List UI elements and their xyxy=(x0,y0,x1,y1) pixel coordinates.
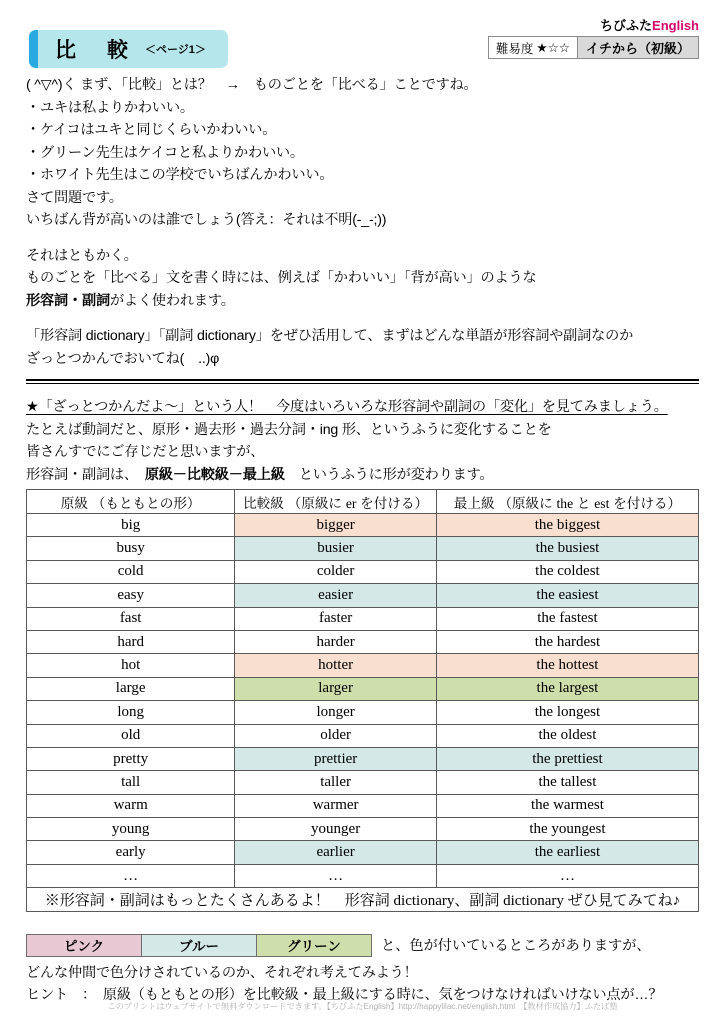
cell-comparative: longer xyxy=(235,701,437,724)
cell-comparative: colder xyxy=(235,560,437,583)
cell-superlative: the longest xyxy=(436,701,698,724)
conjugation-section xyxy=(26,396,699,486)
section2-line-2: 皆さんすでにご存じだと思いますが、 xyxy=(26,444,265,460)
col2-pre: 比較級 （原級に xyxy=(243,495,346,511)
table-row xyxy=(27,584,699,607)
cell-base: long xyxy=(27,701,235,724)
cell-base: early xyxy=(27,841,235,864)
col2-suffix: er xyxy=(345,495,357,511)
spacer xyxy=(26,312,699,325)
intro-line-2: ・ユキは私よりかわいい。 xyxy=(26,99,194,116)
column-header-comparative xyxy=(235,490,437,514)
table-row xyxy=(27,771,699,794)
cell-base: cold xyxy=(27,560,235,583)
cell-superlative: the prettiest xyxy=(436,747,698,770)
cell-superlative: the warmest xyxy=(436,794,698,817)
intro-line-10-rest: がよく使われます。 xyxy=(109,292,235,309)
section2-line-3 xyxy=(26,464,699,487)
keyword-degrees: 原級－比較級－最上級 xyxy=(144,466,285,483)
difficulty-badge xyxy=(488,36,699,59)
section2-line-3-pre: 形容詞・副詞は、 xyxy=(26,466,131,483)
cell-base: young xyxy=(27,818,235,841)
cell-superlative: the coldest xyxy=(436,560,698,583)
cell-comparative: larger xyxy=(235,677,437,700)
cell-superlative: the tallest xyxy=(436,771,698,794)
intro-line-9: ものごとを「比べる」文を書く時には、例えば「かわいい」「背が高い」のような xyxy=(26,270,537,286)
cell-comparative: younger xyxy=(235,818,437,841)
table-row xyxy=(27,560,699,583)
spacer xyxy=(26,232,699,245)
brand-name-jp: ちびふた xyxy=(600,18,653,33)
table-row xyxy=(27,514,699,537)
intro-line-11: 「形容詞 dictionary」「副詞 dictionary」をぜひ活用して、まずはどんな単語が形容詞や副詞なのか xyxy=(26,328,634,344)
cell-comparative: prettier xyxy=(235,747,437,770)
cell-comparative: warmer xyxy=(235,794,437,817)
page-header xyxy=(26,0,699,74)
cell-base: hard xyxy=(27,630,235,653)
column-header-base: 原級 （もともとの形） xyxy=(27,490,235,514)
col3-the: the xyxy=(556,495,574,511)
cell-superlative: the hardest xyxy=(436,630,698,653)
cell-superlative: the fastest xyxy=(436,607,698,630)
cell-superlative: the youngest xyxy=(436,818,698,841)
cell-comparative: easier xyxy=(235,584,437,607)
cell-comparative: taller xyxy=(235,771,437,794)
intro-line-12: ざっとつかんでおいてね( ..)φ xyxy=(26,350,220,367)
cell-base: … xyxy=(27,864,235,887)
cell-base: tall xyxy=(27,771,235,794)
table-row xyxy=(27,864,699,887)
table-row xyxy=(27,818,699,841)
table-header-row xyxy=(27,490,699,514)
legend-boxes xyxy=(26,934,371,957)
cell-comparative: older xyxy=(235,724,437,747)
legend-swatch-blue: ブルー xyxy=(141,934,257,957)
cell-comparative: faster xyxy=(235,607,437,630)
cell-superlative: the easiest xyxy=(436,584,698,607)
cell-base: easy xyxy=(27,584,235,607)
intro-line-5: ・ホワイト先生はこの学校でいちばんかわいい。 xyxy=(26,167,334,183)
cell-superlative: the largest xyxy=(436,677,698,700)
col2-post: を付ける） xyxy=(356,495,429,511)
legend-line-2: どんな仲間で色分けされているのか、それぞれ考えてみよう！ xyxy=(26,964,418,981)
legend-row xyxy=(26,934,699,957)
cell-comparative: harder xyxy=(235,630,437,653)
col3-post: を付ける） xyxy=(609,495,682,511)
cell-base: warm xyxy=(27,794,235,817)
legend-swatch-pink: ピンク xyxy=(26,934,142,957)
cell-comparative: busier xyxy=(235,537,437,560)
intro-line-3: ・ケイコはユキと同じくらいかわいい。 xyxy=(26,122,277,138)
cell-superlative: the oldest xyxy=(436,724,698,747)
cell-superlative: the earliest xyxy=(436,841,698,864)
intro-line-6: さて問題です。 xyxy=(26,189,123,206)
cell-superlative: the hottest xyxy=(436,654,698,677)
footer-credit: このプリントはウェブサイトで無料ダウンロードできます。【ちびふたEnglish】http://happylilac.net/english.html 【教材作成協力】ふたば塾 xyxy=(107,1002,618,1011)
intro-line-8: それはともかく。 xyxy=(26,247,138,264)
keyword-adjective-adverb: 形容詞・副詞 xyxy=(26,292,110,309)
intro-line-1: ( ^▽^)く まず、「比較」とは？ → ものごとを「比べる」ことですね。 xyxy=(26,77,478,93)
brand-name xyxy=(488,18,699,33)
cell-base: fast xyxy=(27,607,235,630)
legend-line-3: ヒント ： 原級（もともとの形）を比較級・最上級にする時に、気をつけなければいけない点が…？ xyxy=(26,987,663,1004)
cell-comparative: hotter xyxy=(235,654,437,677)
intro-line-7: いちばん背が高いのは誰でしょう(答え：それは不明(-_-;)) xyxy=(26,212,387,228)
table-row xyxy=(27,677,699,700)
table-row xyxy=(27,537,699,560)
comparison-table xyxy=(26,489,699,912)
cell-base: old xyxy=(27,724,235,747)
table-row xyxy=(27,794,699,817)
table-row xyxy=(27,607,699,630)
cell-comparative: earlier xyxy=(235,841,437,864)
section2-heading: ★「ざっとつかんだよ～」という人！ 今度はいろいろな形容詞や副詞の「変化」を見てみましょう。 xyxy=(26,399,668,415)
table-row xyxy=(27,630,699,653)
cell-base: pretty xyxy=(27,747,235,770)
table-row xyxy=(27,654,699,677)
cell-base: busy xyxy=(27,537,235,560)
difficulty-rating xyxy=(489,37,577,58)
cell-superlative: the biggest xyxy=(436,514,698,537)
table-row xyxy=(27,747,699,770)
col3-and: と xyxy=(573,495,595,511)
cell-superlative: the busiest xyxy=(436,537,698,560)
col3-est: est xyxy=(594,495,610,511)
intro-section xyxy=(26,74,699,370)
section-divider xyxy=(26,379,699,384)
page-title-badge xyxy=(29,30,228,68)
table-note: ※形容詞・副詞はもっとたくさんあるよ！ 形容詞 dictionary、副詞 dictionary ぜひ見てみてね♪ xyxy=(27,888,699,911)
page-title: 比 較 xyxy=(55,39,133,62)
intro-line-4: ・グリーン先生はケイコと私よりかわいい。 xyxy=(26,144,304,161)
star-rating-icon: ★☆☆ xyxy=(536,41,570,55)
page-number-label: ＜ページ1＞ xyxy=(145,44,206,56)
section2-line-3-post: というふうに形が変わります。 xyxy=(298,466,494,483)
section2-line-1: たとえば動詞だと、原形・過去形・過去分詞・ing 形、というふうに変化することを xyxy=(26,421,552,438)
level-label: イチから（初級） xyxy=(577,37,698,58)
table-row xyxy=(27,701,699,724)
table-row xyxy=(27,724,699,747)
table-note-row xyxy=(27,888,699,911)
brand-name-en: English xyxy=(652,18,699,33)
cell-base: hot xyxy=(27,654,235,677)
difficulty-label: 難易度 xyxy=(495,41,534,56)
cell-comparative: … xyxy=(235,864,437,887)
legend-after-text: と、色が付いているところがありますが、 xyxy=(381,938,651,955)
brand-block xyxy=(488,18,699,59)
col3-pre: 最上級 （原級に xyxy=(453,495,557,511)
cell-comparative: bigger xyxy=(235,514,437,537)
cell-base: big xyxy=(27,514,235,537)
intro-line-10 xyxy=(26,290,699,313)
table-row xyxy=(27,841,699,864)
cell-superlative: … xyxy=(436,864,698,887)
legend-section xyxy=(26,934,699,1007)
title-accent-bar xyxy=(29,30,38,68)
legend-swatch-green: グリーン xyxy=(256,934,372,957)
cell-base: large xyxy=(27,677,235,700)
column-header-superlative xyxy=(436,490,698,514)
